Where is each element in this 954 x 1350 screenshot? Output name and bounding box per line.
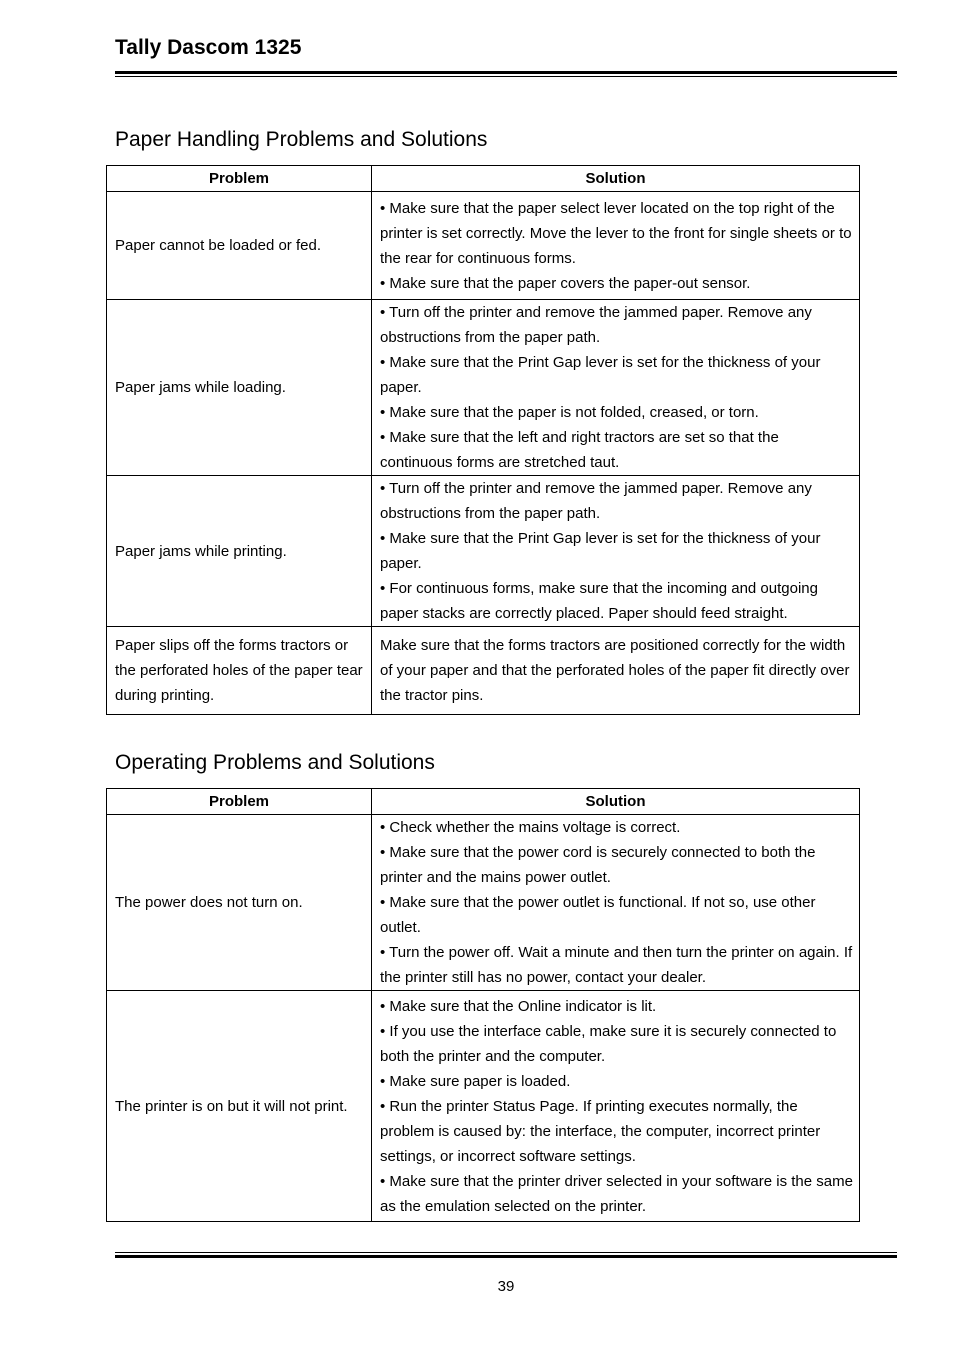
solution-cell — [372, 476, 860, 627]
solution-item: • Make sure that the paper select lever located on the top right of the printer is set correctly. Move the lever to the front for single sheets or to the rear for continuous forms. — [380, 199, 852, 267]
solution-item: • Make sure that the power cord is securely connected to both the printer and the mains power outlet. — [380, 844, 816, 886]
solution-item: • Run the printer Status Page. If printing executes normally, the problem is caused by: the interface, the computer, incorrect printer settings, or incorrect software settings. — [380, 1097, 821, 1165]
table-row — [107, 627, 860, 715]
solution-item: • For continuous forms, make sure that the incoming and outgoing paper stacks are correctly placed. Paper should feed straight. — [380, 580, 818, 622]
solution-item: • Turn off the printer and remove the jammed paper. Remove any obstructions from the paper path. — [380, 480, 812, 522]
table-row — [107, 192, 860, 300]
table-header-row — [107, 789, 860, 815]
table-row — [107, 300, 860, 476]
solution-item: • Make sure paper is loaded. — [380, 1072, 571, 1090]
solution-item: • Make sure that the left and right tractors are set so that the continuous forms are stretched taut. — [380, 429, 779, 471]
solution-cell — [372, 300, 860, 476]
problem-cell: The printer is on but it will not print. — [107, 991, 372, 1222]
solution-item: • Make sure that the Print Gap lever is set for the thickness of your paper. — [380, 530, 821, 572]
solution-item: • Turn the power off. Wait a minute and then turn the printer on again. If the printer still has no power, contact your dealer. — [380, 944, 853, 986]
table-row — [107, 815, 860, 991]
solution-item: Make sure that the forms tractors are positioned correctly for the width of your paper and that the perforated holes of the paper fit directly over the tractor pins. — [380, 637, 850, 704]
solution-item: • Make sure that the printer driver selected in your software is the same as the emulation selected on the printer. — [380, 1172, 853, 1215]
column-header-problem: Problem — [107, 166, 372, 192]
solution-item: • Turn off the printer and remove the jammed paper. Remove any obstructions from the paper path. — [380, 304, 812, 346]
page-number: 39 — [497, 1278, 515, 1295]
solution-item: • Make sure that the power outlet is functional. If not so, use other outlet. — [380, 894, 816, 936]
column-header-solution: Solution — [372, 166, 860, 192]
problem-cell: Paper jams while printing. — [107, 476, 372, 627]
solution-item: • If you use the interface cable, make sure it is securely connected to both the printer and the computer. — [380, 1022, 837, 1065]
problem-cell: Paper cannot be loaded or fed. — [107, 192, 372, 300]
problem-cell: Paper slips off the forms tractors or the perforated holes of the paper tear during printing. — [107, 627, 372, 715]
footer-rule — [115, 1252, 897, 1258]
document-title: Tally Dascom 1325 — [115, 36, 302, 59]
column-header-solution: Solution — [372, 789, 860, 815]
operating-table — [106, 788, 860, 1222]
solution-item: • Check whether the mains voltage is correct. — [380, 819, 681, 836]
solution-item: • Make sure that the paper covers the paper-out sensor. — [380, 274, 751, 292]
section-title-operating: Operating Problems and Solutions — [115, 751, 435, 774]
section-title-paper-handling: Paper Handling Problems and Solutions — [115, 128, 488, 151]
table-header-row — [107, 166, 860, 192]
table-row — [107, 991, 860, 1222]
table-row — [107, 476, 860, 627]
problem-cell: The power does not turn on. — [107, 815, 372, 991]
solution-cell — [372, 192, 860, 300]
solution-cell — [372, 815, 860, 991]
solution-item: • Make sure that the paper is not folded, creased, or torn. — [380, 404, 759, 421]
column-header-problem: Problem — [107, 789, 372, 815]
solution-cell — [372, 627, 860, 715]
header-rule — [115, 71, 897, 77]
solution-item: • Make sure that the Online indicator is lit. — [380, 997, 657, 1015]
paper-handling-table — [106, 165, 860, 715]
problem-cell: Paper jams while loading. — [107, 300, 372, 476]
solution-cell — [372, 991, 860, 1222]
solution-item: • Make sure that the Print Gap lever is set for the thickness of your paper. — [380, 354, 821, 396]
